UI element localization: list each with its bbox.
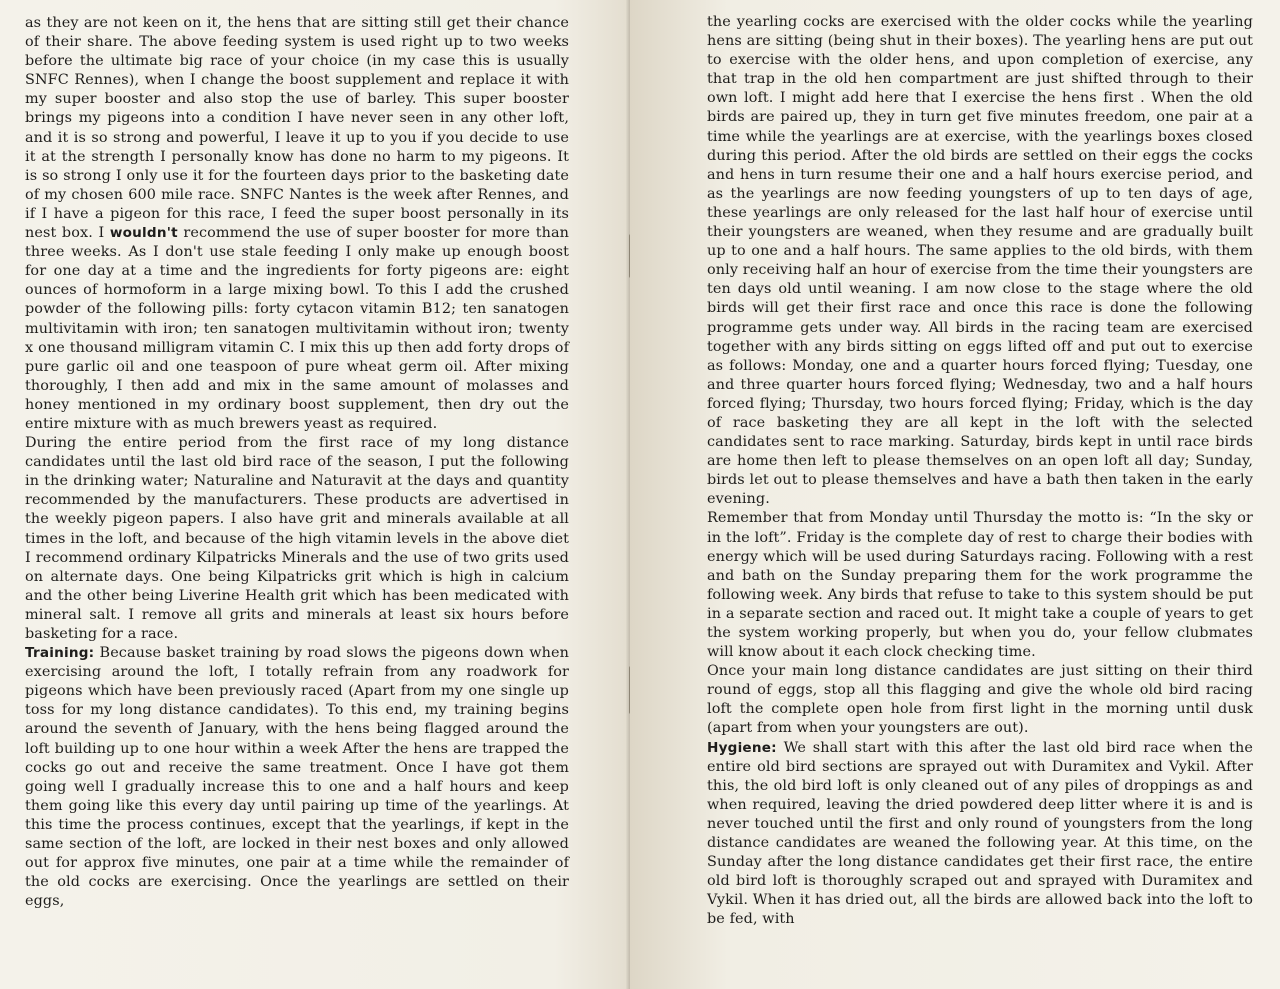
left-paragraph-training [25,644,569,911]
paragraph-text: We shall start with this after the last old bird race when the entire old bird sections are sprayed out with Duramitex and Vykil. After this, the old bird loft is only cleaned out of any piles of droppings as and when required, leaving the dried powdered deep litter where it is and is never touched until the first and only round of youngsters from the long distance candidates are weaned the following year. At this time, on the Sunday after the long distance candidates get their first race, the entire old bird loft is thoroughly scraped out and sprayed with Duramitex and Vykil. When it has dried out, all the birds are allowed back into the loft to be fed, with [707,739,1253,928]
left-page [0,0,630,989]
paragraph-text: as they are not keen on it, the hens that are sitting still get their chance of their share. The above feeding system is used right up to two weeks before the ultimate big race of your choice (in my case this is usually SNFC Rennes), when I change the boost supplement and replace it with my super booster and also stop the use of barley. This super booster brings my pigeons into a condition I have never seen in any other loft, and it is so strong and powerful, I leave it up to you if you decide to use it at the strength I personally know has done no harm to my pigeons. It is so strong I only use it for the fourteen days prior to the basketing date of my chosen 600 mile race. SNFC Nantes is the week after Rennes, and if I have a pigeon for this race, I feed the super boost personally in its nest box. I [25,15,569,242]
right-paragraph-1 [707,13,1253,509]
right-page [630,0,1280,989]
paragraph-text: the yearling cocks are exercised with the older cocks while the yearling hens are sitting (being shut in their boxes). The yearling hens are put out to exercise with the older hens, and upon completion of exercise, any that trap in the old hen compartment are just shifted through to their own loft. I might add here that I exercise the hens first . When the old birds are paired up, they in turn get five minutes freedom, one pair at a time while the yearlings are at exercise, with the yearlings boxes closed during this period. After the old birds are settled on their eggs the cocks and hens in turn resume their one and a half hours exercise period, and as the yearlings are now feeding youngsters of up to ten days of age, these yearlings are only released for the last half hour of exercise until their youngsters are weaned, when they resume and are gradually built up to one and a half hours. The same applies to the old birds, with them only receiving half an hour of exercise from the time their youngsters are ten days old until weaning. I am now close to the stage where the old birds will get their first race and once this race is done the following programme gets under way. All birds in the racing team are exercised together with any birds sitting on eggs lifted off and put out to exercise as follows: Monday, one and a quarter hours forced flying; Tuesday, one and three quarter hours forced flying; Wednesday, two and a half hours forced flying; Thursday, two hours forced flying; Friday, which is the day of race basketing they are all kept in the loft with the selected candidates sent to race marking. Saturday, birds kept in until race birds are home then left to please themselves on an open loft all day; Sunday, birds let out to please themselves and have a bath then taken in the early evening. [707,14,1253,508]
right-paragraph-3 [707,662,1253,738]
paragraph-text: Because basket training by road slows the pigeons down when exercising around the loft, I totally refrain from any roadwork for pigeons which have been previously raced (Apart from my one single up toss for my long distance candidates). To this end, my training begins around the seventh of January, with the hens being flagged around the loft building up to one hour within a week After the hens are trapped the cocks go out and receive the same treatment. Once I have got them going well I gradually increase this to one and a half hours and keep them going like this every day until pairing up time of the yearlings. At this time the process continues, except that the yearlings, if kept in the same section of the loft, are locked in their nest boxes and only allowed out for approx five minutes, one pair at a time while the remainder of the old cocks are exercising. Once the yearlings are settled on their eggs, [25,645,569,910]
left-paragraph-1 [25,14,569,434]
paragraph-text: During the entire period from the first race of my long distance candidates until the last old bird race of the season, I put the following in the drinking water; Naturaline and Naturavit at the days and quantity recommended by the manufacturers. These products are advertised in the weekly pigeon papers. I also have grit and minerals available at all times in the loft, and because of the high vitamin levels in the above diet I recommend ordinary Kilpatricks Minerals and the use of two grits used on alternate days. One being Kilpatricks grit which is high in calcium and the other being Liverine Health grit which has been medicated with mineral salt. I remove all grits and minerals at least six hours before basketing for a race. [25,435,569,642]
paragraph-text: Once your main long distance candidates are just sitting on their third round of eggs, stop all this flagging and give the whole old bird racing loft the complete open hole from first light in the morning until dusk (apart from when your youngsters are out). [707,663,1253,737]
training-heading: Training: [25,645,95,662]
paragraph-heading-gap [777,740,784,756]
paragraph-text-continued: recommend the use of super booster for more than three weeks. As I don't use stale feeding I only make up enough boost for one day at a time and the ingredients for forty pigeons are: eight ounces of hormoform in a large mixing bowl. To this I add the crushed powder of the following pills: forty cytacon vitamin B12; ten sanatogen multivitamin with iron; ten sanatogen multivitamin without iron; twenty x one thousand milligram vitamin C. I mix this up then add forty drops of pure garlic oil and one teaspoon of pure wheat germ oil. After mixing thoroughly, I then add and mix in the same amount of molasses and honey mentioned in my ordinary boost supplement, then dry out the entire mixture with as much brewers yeast as required. [25,225,570,432]
left-paragraph-2 [25,434,569,644]
paragraph-text: Remember that from Monday until Thursday the motto is: “In the sky or in the loft”. Friday is the complete day of rest to charge their bodies with energy which will be used during Saturdays racing. Following with a rest and bath on the Sunday preparing them for the work programme the following week. Any birds that refuse to take to this system should be put in a separate section and raced out. It might take a couple of years to get the system working properly, but when you do, your fellow clubmates will know about it each clock checking time. [707,510,1253,661]
right-paragraph-2 [707,509,1253,662]
hygiene-heading: Hygiene: [707,739,777,756]
emphasized-word: wouldn't [109,225,178,242]
right-paragraph-hygiene [707,739,1253,930]
